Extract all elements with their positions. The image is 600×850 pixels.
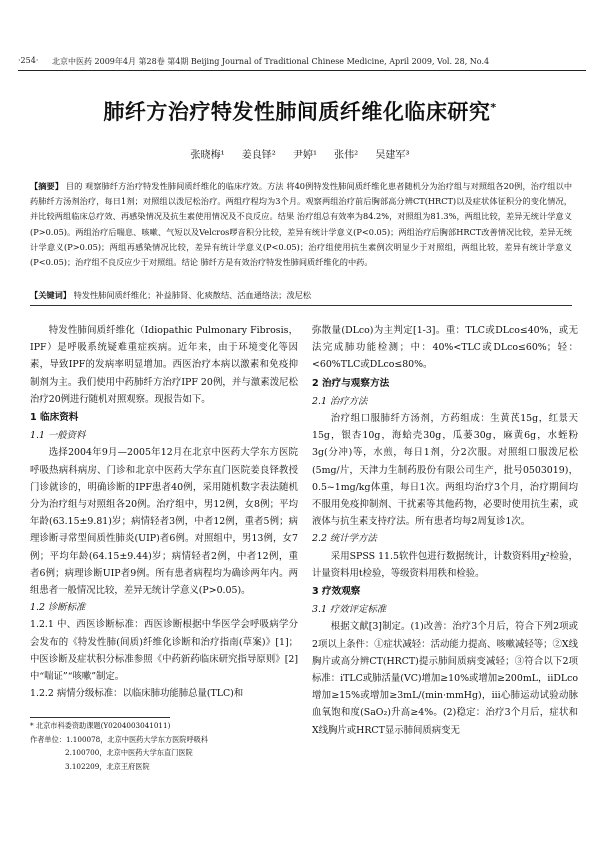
journal-citation: 北京中医药 2009年4月 第28卷 第4期 Beijing Journal of Traditional Chinese Medicine, April 2009, Vol. 28, No.4 [52, 57, 490, 66]
general-data-paragraph: 选择2004年9月—2005年12月在北京中医药大学东方医院呼吸热病科病房、门诊和北京中医药大学东直门医院姜良铎教授门诊就诊的，明确诊断的IPF患者40例，采用随机数字表法随机分为治疗组与对照组各20例。治疗组中，男12例，女8例；平均年龄(63.15±9.81)岁；病情轻者3例，中者12例，重者5例；病理诊断寻常型间质性肺炎(UIP)者6例。对照组中，男13例，女7例；平均年龄(64.15±9.44)岁；病情轻者2例，中者12例，重者6例；病理诊断UIP者9例。所有患者病程均为确诊两年内。两组患者一般情况比较，差异无统计学意义(P>0.05)。 [30, 447, 298, 597]
subheading-statistics: 2.2 统计学方法 [312, 533, 377, 545]
footnote-rule [30, 717, 170, 718]
affiliation-1: 作者单位：1.100078，北京中医药大学东方医院呼吸科 [30, 734, 209, 744]
article-title [0, 96, 600, 126]
affiliation-2: 2.100700，北京中医药大学东直门医院 [65, 748, 193, 757]
abstract-label: 【摘要】 [30, 181, 64, 191]
title-text: 肺纤方治疗特发性肺间质纤维化临床研究 [103, 100, 491, 124]
subheading-diagnostic-criteria: 1.2 诊断标准 [30, 602, 86, 614]
funding-footnote: * 北京市科委资助课题(Y0204003041011) [30, 721, 171, 730]
subheading-criteria: 3.1 疗效评定标准 [312, 604, 387, 616]
abstract-text: 目的 观察肺纤方治疗特发性肺间质纤维化的临床疗效。方法 将40例特发性肺间质纤维化患者随机分为治疗组与对照组各20例，治疗组以中药肺纤方汤剂治疗，每日1剂；对照组以泼尼松治疗。两组疗程均为3个月。观察两组治疗前后胸部高分辨CT(HRCT)以及症状体征积分的变化情况，并比较两组临床总疗效、再感染情况及抗生素使用情况及不良反应。结果 治疗组总有效率为84.2%，对照组为81.3%，两组比较，差异无统计学意义(P>0.05)。两组治疗后喘息、咳嗽、气短以及Velcros啰音积分比较，差异有统计学意义(P<0.05)；两组治疗后胸部HRCT改善情况比较，差异无统计学意义(P>0.05)；两组再感染情况比较，差异有统计学意义(P<0.05)；治疗组使用抗生素例次明显少于对照组，两组比较，差异有统计学意义(P<0.05)；治疗组不良反应少于对照组。结论 肺纤方是有效治疗特发性肺间质纤维化的中药。 [30, 181, 573, 268]
keywords [30, 290, 572, 301]
author-list: 张晓梅¹ 姜良铎² 尹婷¹ 张伟² 吴建军³ [190, 150, 410, 161]
severity-paragraph: 1.2.2 病情分级标准：以临床肺功能肺总量(TLC)和 [30, 688, 244, 700]
diagnosis-paragraph: 1.2.1 中、西医诊断标准：西医诊断根据中华医学会呼吸病学分会发布的《特发性肺(间质)纤维化诊断和治疗指南(草案)》[1]；中医诊断及症状积分标准参照《中药新药临床研究指导原则》[2]中“喘证”“咳嗽”制定。 [30, 619, 298, 683]
criteria-paragraph: 根据文献[3]制定。(1)改善：治疗3个月后，符合下列2项或2项以上条件：①症状减轻：活动能力提高、咳嗽减轻等；②X线胸片或高分辨CT(HRCT)提示肺间质病变减轻；③符合以下2项标准：ⅰTLC或肺活量(VC)增加≥10%或增加≥200mL，ⅱDLco增加≥15%或增加≥3mL/(min·mmHg)，ⅲ心肺运动试验动脉血氧饱和度(SaO₂)升高≥4%。(2)稳定：治疗3个月后，症状和X线胸片或HRCT显示肺间质病变无 [312, 621, 578, 736]
header-rule [18, 70, 586, 71]
keywords-label: 【关键词】 [30, 290, 71, 300]
right-column [312, 322, 578, 739]
abstract-divider [30, 305, 572, 306]
severity-continued: 弥散量(DLco)为主判定[1-3]。重：TLC或DLco≤40%，或无法完成肺功能检测；中：40%<TLC或DLco≤60%；轻：<60%TLC或DLco≤80%。 [312, 325, 578, 371]
subheading-treatment: 2.1 治疗方法 [312, 395, 368, 407]
section-heading-clinical-data: 1 临床资料 [30, 412, 79, 424]
left-column [30, 322, 298, 702]
keywords-text: 特发性肺间质纤维化；补益肺肾、化痰散结、活血通络法；泼尼松 [73, 290, 312, 300]
subheading-general-data: 1.1 一般资料 [30, 430, 86, 442]
intro-paragraph: 特发性肺间质纤维化（Idiopathic Pulmonary Fibrosis，IPF）是呼吸系统疑难重症疾病。近年来，由于环境变化等因素，导致IPF的发病率明显增加。西医治疗本病以激素和免疫抑制剂为主。我们使用中药肺纤方治疗IPF 20例，并与激素泼尼松治疗20例进行随机对照观察。现报告如下。 [30, 325, 298, 405]
affiliation-3: 3.102209，北京王府医院 [65, 761, 150, 771]
section-heading-methods: 2 治疗与观察方法 [312, 377, 390, 389]
abstract [30, 179, 572, 270]
footnotes [30, 719, 298, 773]
statistics-paragraph: 采用SPSS 11.5软件包进行数据统计，计数资料用χ²检验，计量资料用t检验，等级资料用秩和检验。 [312, 550, 578, 579]
section-heading-results: 3 疗效观察 [312, 586, 361, 598]
page-number: ·254· [18, 56, 39, 65]
treatment-paragraph: 治疗组口服肺纤方汤剂，方药组成：生黄芪15g，红景天15g，银杏10g，海蛤壳30g，瓜蒌30g，麻黄6g，水蛭粉3g(分冲)等，水煎，每日1剂，分2次服。对照组口服泼尼松(5mg/片，天津力生制药股份有限公司生产，批号0503019)，0.5~1mg/kg体重，每日1次。两组均治疗3个月，治疗期间均不服用免疫抑制剂、干扰素等其他药物，必要时使用抗生素，或液体与抗生素支持疗法。所有患者均每2周复诊1次。 [312, 413, 578, 528]
running-header [18, 56, 586, 67]
title-footnote-mark: * [490, 101, 497, 114]
